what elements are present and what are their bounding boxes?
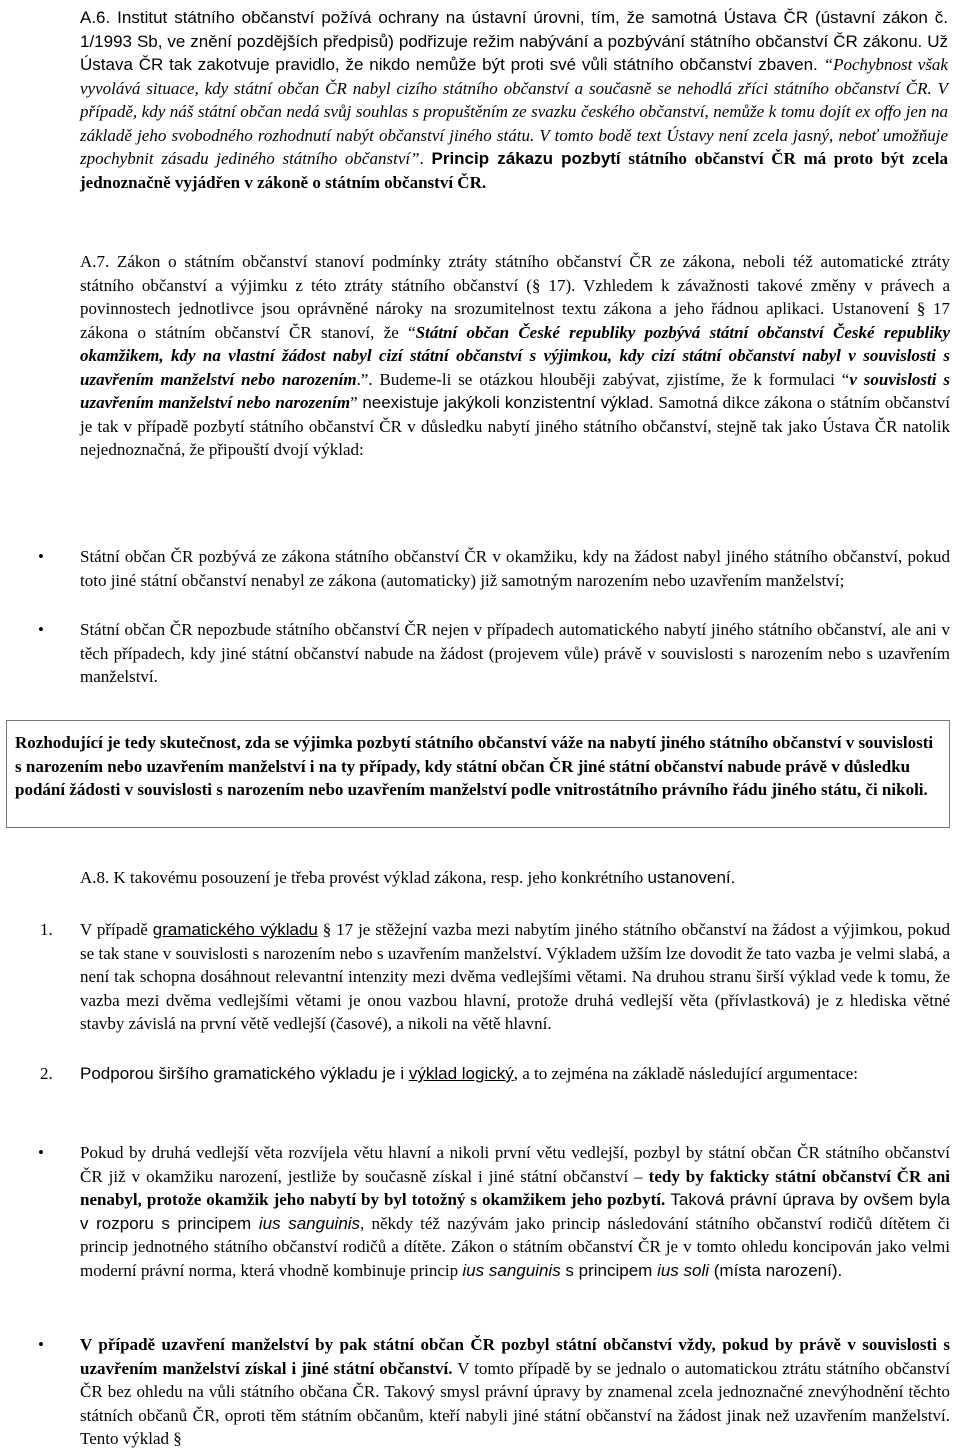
a8-text: A.8. K takovému posouzení je třeba provést výklad zákona, resp. jeho konkrétního: [80, 868, 648, 887]
bullet-icon: •: [38, 547, 44, 566]
n2-sans: Podporou širšího gramatického výkladu je i: [80, 1064, 409, 1083]
numbered-item-2: [80, 1062, 950, 1086]
list-item: Státní občan ČR pozbývá ze zákona státního občanství ČR v okamžiku, kdy na žádost nabyl jiného státního občanství, pokud toto jiné státní občanství nenabyl ze zákona (automaticky) již samotným narozením nebo uzavřením manželství;: [80, 547, 950, 590]
b1-italic-3: ius soli: [657, 1260, 710, 1280]
b1-bold: tedy by fakticky státní občanství ČR ani nenabyl, protože okamžik jeho nabytí by byl totožný s okamžikem jeho pozbytí.: [80, 1166, 950, 1209]
a6-bold: státního občanství ČR má proto být zcela jednoznačně vyjádřen v zákoně o státním občanství ČR.: [80, 149, 948, 192]
highlight-text: Rozhodující je tedy skutečnost, zda se výjimka pozbytí státního občanství váže na nabytí jiného státního občanství v souvislosti s narozením nebo uzavřením manželství i na ty případy, kdy státní občan ČR jiné státní občanství nabude právě v důsledku podání žádosti v souvislosti s narozením nebo uzavřením manželství podle vnitrostátního právního řádu jiného státu, či nikoli.: [15, 733, 934, 799]
list-item: [80, 1141, 950, 1282]
b1-sans-1: Taková právní úprava by ovšem byla v rozporu s principem: [80, 1190, 950, 1233]
n2-underlined: výklad logický: [408, 1064, 514, 1083]
a8-sans: ustanovení.: [647, 868, 736, 887]
a7-quote-2: v souvislosti s uzavřením manželství nebo narozením: [80, 369, 950, 412]
a7-quote-bold-italic: Státní občan České republiky pozbývá státní občanství České republiky okamžikem, kdy na vlastní žádost nabyl cizí státní občanství s výjimkou, kdy cizí státní občanství nabyl v souvislosti s uzavřením manželství nebo narozením: [80, 322, 950, 389]
a6-quote: “Pochybnost však vyvolává situace, kdy státní občan ČR nabyl cizího státního občanství a současně se nehodlá zříci státního občanství ČR. V případě, kdy náš státní občan nedá svůj souhlas s propuštěním ze svazku českého občanství, nemůže k tomu dojít ex offo jen na základě jeho svobodného rozhodnutí nabýt občanství jiného státu. V tomto bodě text Ústavy není zcela jasný, neboť umožňuje zpochybnit zásadu jediného státního občanství”: [80, 55, 948, 168]
a6-bold-sans: Princip zákazu pozbytí: [431, 149, 621, 168]
list-number-1: 1.: [40, 920, 53, 939]
n2-text: , a to zejména na základě následující argumentace:: [513, 1064, 858, 1083]
numbered-item-1: [80, 918, 950, 1036]
b1-text-2: , někdy též nazývám jako princip následování státního občanství rodičů dítětem či princip jednotného státního občanství rodičů a dítěte. Zákon o státním občanství ČR je v tomto ohledu koncipován jako velmi moderní právní norma, která vhodně kombinuje princip: [80, 1213, 950, 1280]
b1-sans-2: s principem: [560, 1260, 658, 1280]
n1-text-2: § 17 je stěžejní vazba mezi nabytím jiného státního občanství na žádost a výjimkou, pokud se tak stane v souvislosti s narozením nebo s uzavřením manželství. Výkladem užším lze dovodit že tato vazba je velmi slabá, a není tak schopna dosáhnout relevantní intenzity mezi dvěma vedlejšími větami. Na druhou stranu širší výklad vede k tomu, že vazba mezi dvěma vedlejšími větami je onou vazbou hlavní, protože druhá vedlejší věta (přívlastková) je z hlediska větné stavby závislá na první větě vedlejší (časové), a nikoli na větě hlavní.: [80, 920, 950, 1033]
a7-text-3: ”: [350, 393, 363, 412]
a6-intro-2: Už Ústava ČR tak zakotvuje pravidlo, že nikdo nemůže být proti své vůli státního občanství zbaven.: [80, 31, 948, 74]
b1-text-1: Pokud by druhá vedlejší věta rozvíjela větu hlavní a nikoli první větu vedlejší, pozbyl by státní občan ČR státního občanství ČR již v okamžiku narození, jestliže by současně získal i jiné státní občanství –: [80, 1143, 950, 1186]
b1-italic-1: ius sanguinis: [258, 1213, 361, 1233]
paragraph-a7: [80, 250, 950, 462]
a7-sans: neexistuje jakýkoli konzistentní výklad.: [362, 393, 654, 412]
paragraph-a6: [80, 6, 948, 194]
b1-sans-3: (místa narození).: [709, 1260, 843, 1280]
a6-dot: .: [419, 149, 432, 168]
n1-text-1: V případě: [80, 920, 153, 939]
n1-underlined: gramatického výkladu: [152, 920, 318, 939]
bullet-icon: •: [38, 620, 44, 639]
a7-text-1: A.7. Zákon o státním občanství stanoví podmínky ztráty státního občanství ČR ze zákona, neboli též automatické ztráty státního občanství a výjimku z této ztráty státního občanství (§ 17). Vzhledem k závažnosti takové změny v právech a povinnostech jednotlivce jsou oprávněné nároky na srozumitelnost textu zákona a jeho řádnou aplikaci. Ustanovení § 17 zákona o státním občanství ČR stanoví, že “: [80, 252, 950, 342]
list-number-2: 2.: [40, 1064, 53, 1083]
highlight-box: [6, 720, 950, 828]
list-item: [80, 1333, 950, 1451]
bullet-icon: •: [38, 1143, 44, 1162]
bullet-icon: •: [38, 1335, 44, 1354]
b1-italic-2: ius sanguinis: [462, 1260, 561, 1280]
list-item: Státní občan ČR nepozbude státního občanství ČR nejen v případech automatického nabytí jiného státního občanství, ale ani v těch případech, kdy jiné státní občanství nabude na žádost (projevem vůle) právě v souvislosti s narozením nebo s uzavřením manželství.: [80, 620, 950, 686]
b2-bold: V případě uzavření manželství by pak státní občan ČR pozbyl státní občanství vždy, pokud by právě v souvislosti s uzavřením manželství získal i jiné státní občanství.: [80, 1335, 950, 1378]
b2-text: V tomto případě by se jednalo o automatickou ztrátu státního občanství ČR bez ohledu na vůli státního občana ČR. Takový smysl právní úpravy by znamenal zcela jednoznačné znevýhodnění těchto státních občanů ČR, oproti těm státním občanům, kteří nabyli jiné státní občanství na žádost jinak než uzavřením manželství. Tento výklad §: [80, 1358, 950, 1448]
a7-text-4: Samotná dikce zákona o státním občanství je tak v případě pozbytí státního občanství ČR v důsledku nabytí jiného státního občanství, stejně tak jako Ústava ČR natolik nejednoznačná, že připouští dvojí výklad:: [80, 393, 951, 459]
a6-intro: A.6. Institut státního občanství požívá ochrany na ústavní úrovni, tím, že samotná Ústava ČR (ústavní zákon č. 1/1993 Sb, ve znění pozdějších předpisů) podřizuje režim nabývání a pozbývání státního občanství ČR zákonu.: [80, 8, 948, 51]
a7-text-2: .”. Budeme-li se otázkou hlouběji zabývat, zjistíme, že k formulaci “: [356, 369, 850, 389]
paragraph-a8: [80, 866, 950, 890]
